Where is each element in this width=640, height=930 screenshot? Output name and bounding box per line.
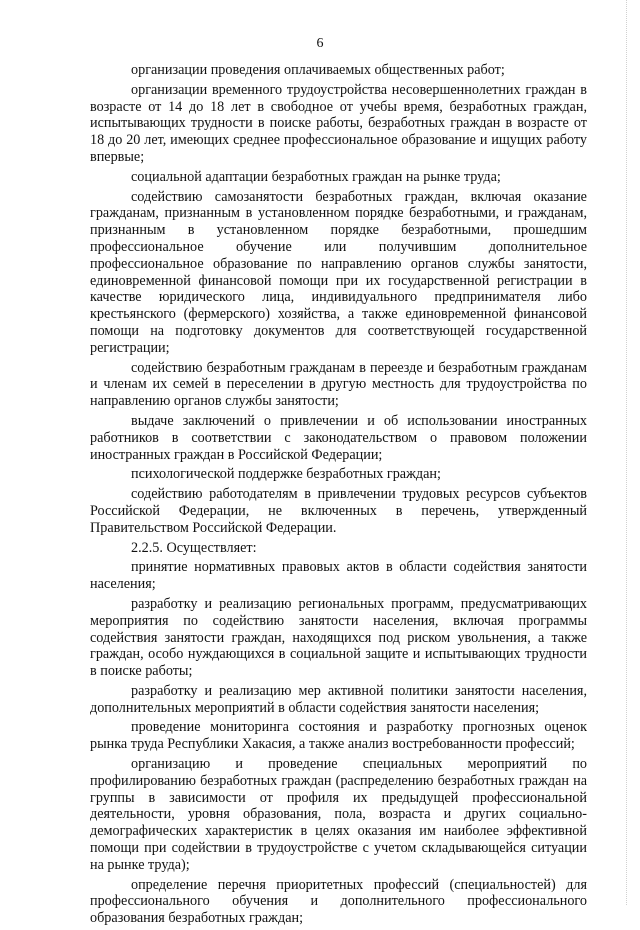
paragraph-public-works: организации проведения оплачиваемых общественных работ;: [131, 62, 505, 78]
paragraph-labor-resources: содействию работодателям в привлечении трудовых ресурсов субъектов Российской Федерации, не включенных в перечень, утвержденный Правительством Российской Федерации.: [90, 486, 587, 536]
paragraph-normative-acts: принятие нормативных правовых актов в области содействия занятости населения;: [90, 559, 587, 593]
paragraph-foreign-workers: выдаче заключений о привлечении и об использовании иностранных работников в соответствии с законодательством о правовом положении иностранных граждан в Российской Федерации;: [90, 412, 587, 463]
paragraph-active-policy: разработку и реализацию мер активной политики занятости населения, дополнительных мероприятий в области содействия занятости населения;: [90, 682, 587, 716]
paragraph-self-employment: содействию самозанятости безработных граждан, включая оказание гражданам, признанным в установленном порядке безработными, и гражданам, признанным в установленном порядке безработными, прошедшим профессиональное обучение или получившим дополнительное профессиональное образование по направлению органов службы занятости, единовременной финансовой помощи при их государственной регистрации в качестве юридического лица, индивидуального предпринимателя либо крестьянского (фермерского) хозяйства, а также единовременной финансовой помощи на подготовку документов для соответствующей государственной регистрации;: [90, 188, 587, 356]
section-heading-2-2-5: 2.2.5. Осуществляет:: [131, 539, 257, 556]
paragraph-psychological-support: психологической поддержке безработных граждан;: [131, 466, 441, 483]
paragraph-priority-professions: определение перечня приоритетных профессий (специальностей) для профессионального обучения и дополнительного профессионального образования безработных граждан;: [90, 876, 587, 927]
paragraph-temporary-employment: организации временного трудоустройства несовершеннолетних граждан в возрасте от 14 до 18 лет в свободное от учебы время, безработных граждан, испытывающих трудности в поиске работы, безработных граждан в возрасте от 18 до 20 лет, имеющих среднее профессиональное образование и ищущих работу впервые;: [90, 81, 587, 165]
paragraph-monitoring: проведение мониторинга состояния и разработку прогнозных оценок рынка труда Республики Хакасия, а также анализ востребованности профессий;: [90, 719, 587, 753]
document-body: [90, 62, 587, 930]
page-number: 6: [316, 36, 324, 51]
paragraph-profiling: организацию и проведение специальных мероприятий по профилированию безработных граждан (распределению безработных граждан на группы в зависимости от профиля их предыдущей профессиональной деятельности, уровня образования, пола, возраста и других социально-демографических характеристик в целях оказания им наиболее эффективной помощи при содействии в трудоустройстве с учетом складывающейся ситуации на рынке труда);: [90, 756, 587, 873]
paragraph-relocation: содействию безработным гражданам в переезде и безработным гражданам и членам их семей в переселении в другую местность для трудоустройства по направлению органов службы занятости;: [90, 359, 587, 410]
paragraph-social-adaptation: социальной адаптации безработных граждан на рынке труда;: [131, 168, 501, 185]
scan-edge-line: [626, 0, 627, 905]
paragraph-regional-programs: разработку и реализацию региональных программ, предусматривающих мероприятия по содействию занятости населения, включая программы содействия занятости граждан, находящихся под риском увольнения, а также граждан, особо нуждающихся в социальной защите и испытывающих трудности в поиске работы;: [90, 595, 587, 680]
